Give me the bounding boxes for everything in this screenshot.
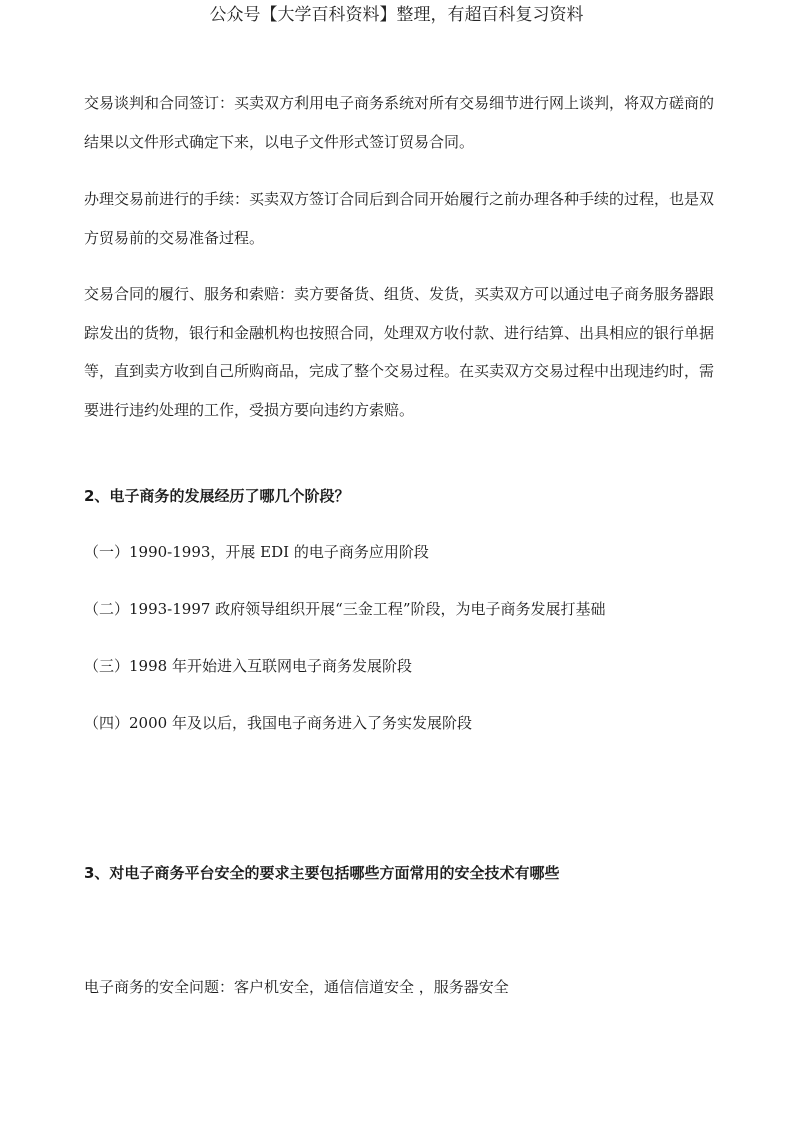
- paragraph-contract-negotiation: 交易谈判和合同签订：买卖双方利用电子商务系统对所有交易细节进行网上谈判，将双方磋商的结果以文件形式确定下来，以电子文件形式签订贸易合同。: [84, 94, 715, 151]
- paragraph-contract-fulfillment: 交易合同的履行、服务和索赔：卖方要备货、组货、发货，买卖双方可以通过电子商务服务器跟踪发出的货物，银行和金融机构也按照合同，处理双方收付款、进行结算、出具相应的银行单据等，直到卖方收到自己所购商品，完成了整个交易过程。在买卖双方交易过程中出现违约时，需要进行违约处理的工作，受损方要向违约方索赔。: [84, 285, 715, 419]
- stage-item-4: （四）2000 年及以后，我国电子商务进入了务实发展阶段: [84, 714, 472, 732]
- paragraph-pre-trade-procedures: 办理交易前进行的手续：买卖双方签订合同后到合同开始履行之前办理各种手续的过程，也是双方贸易前的交易准备过程。: [84, 190, 715, 247]
- stage-item-1: （一）1990-1993，开展 EDI 的电子商务应用阶段: [84, 543, 429, 561]
- page-header: 公众号【大学百科资料】整理，有超百科复习资料: [209, 5, 584, 25]
- stage-item-2: （二）1993-1997 政府领导组织开展“三金工程”阶段，为电子商务发展打基础: [84, 600, 606, 618]
- section-3-heading: 3、对电子商务平台安全的要求主要包括哪些方面常用的安全技术有哪些: [84, 864, 560, 882]
- stage-item-3: （三）1998 年开始进入互联网电子商务发展阶段: [84, 657, 412, 675]
- section-2-heading: 2、电子商务的发展经历了哪几个阶段？: [84, 487, 350, 505]
- security-issues-text: 电子商务的安全问题：客户机安全，通信信道安全 ，服务器安全: [84, 978, 509, 996]
